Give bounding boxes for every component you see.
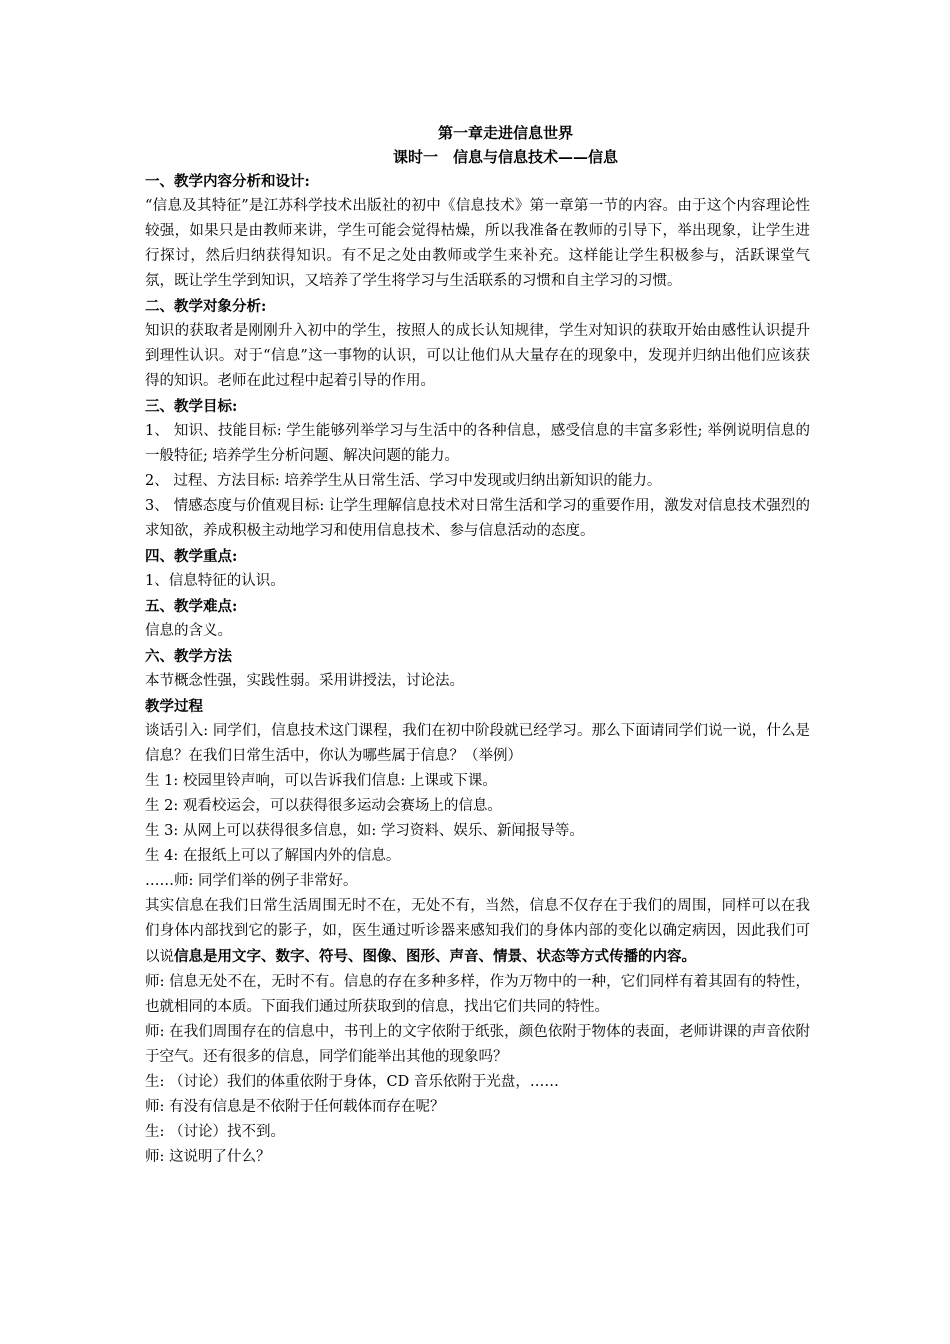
teacher-line-2: 师: 在我们周围存在的信息中，书刊上的文字依附于纸张，颜色依附于物体的表面，老师讲课的声音依附于空气。还有很多的信息，同学们能举出其他的现象吗？ (145, 1024, 810, 1065)
paragraph-definition (145, 894, 810, 970)
heading-methods: 六、教学方法 (145, 648, 232, 665)
student-answer-3: 生 3: 从网上可以获得很多信息，如: 学习资料、娱乐、新闻报导等。 (145, 823, 584, 839)
paragraph-intro: 谈话引入: 同学们，信息技术这门课程，我们在初中阶段就已经学习。那么下面请同学们说一说，什么是信息？在我们日常生活中，你认为哪些属于信息？（举例） (145, 723, 810, 764)
teacher-line-4: 师: 这说明了什么？ (145, 1149, 271, 1165)
chapter-title: 第一章走进信息世界 (437, 124, 573, 142)
paragraph-key-points: 1、信息特征的认识。 (145, 573, 285, 589)
heading-teaching-process: 教学过程 (145, 698, 203, 715)
goal-knowledge: 1、 知识、技能目标: 学生能够列举学习与生活中的各种信息，感受信息的丰富多彩性; 举例说明信息的一般特征; 培养学生分析问题、解决问题的能力。 (145, 423, 810, 464)
definition-bold-text: 信息是用文字、数字、符号、图像、图形、声音、情景、状态等方式传播的内容。 (174, 948, 696, 965)
goal-attitude: 3、 情感态度与价值观目标: 让学生理解信息技术对日常生活和学习的重要作用，激发对信息技术强烈的求知欲，养成积极主动地学习和使用信息技术、参与信息活动的态度。 (145, 498, 810, 539)
teacher-line-1: 师: 信息无处不在，无时不有。信息的存在多种多样，作为万物中的一种，它们同样有着其固有的特性，也就相同的本质。下面我们通过所获取到的信息，找出它们共同的特性。 (145, 974, 810, 1015)
heading-student-analysis: 二、教学对象分析: (145, 298, 267, 315)
paragraph-content-analysis: “信息及其特征”是江苏科学技术出版社的初中《信息技术》第一章第一节的内容。由于这个内容理论性较强，如果只是由教师来讲，学生可能会觉得枯燥，所以我准备在教师的引导下，举出现象，让学生进行探讨，然后归纳获得知识。有不足之处由教师或学生来补充。这样能让学生积极参与，活跃课堂气氛，既让学生学到知识，又培养了学生将学习与生活联系的习惯和自主学习的习惯。 (145, 198, 810, 289)
goal-process: 2、 过程、方法目标: 培养学生从日常生活、学习中发现或归纳出新知识的能力。 (145, 473, 662, 489)
student-answer-2: 生 2: 观看校运会，可以获得很多运动会赛场上的信息。 (145, 798, 502, 814)
student-line-1: 生: （讨论）我们的体重依附于身体，CD 音乐依附于光盘，…… (145, 1074, 559, 1090)
teacher-line-3: 师: 有没有信息是不依附于任何载体而存在呢？ (145, 1099, 445, 1115)
paragraph-student-analysis: 知识的获取者是刚刚升入初中的学生，按照人的成长认知规律，学生对知识的获取开始由感性认识提升到理性认识。对于“信息”这一事物的认识，可以让他们从大量存在的现象中，发现并归纳出他们应该获得的知识。老师在此过程中起着引导的作用。 (145, 323, 810, 389)
teacher-comment: ……师: 同学们举的例子非常好。 (145, 873, 358, 889)
heading-teaching-goals: 三、教学目标: (145, 398, 238, 415)
heading-key-points: 四、教学重点: (145, 548, 238, 565)
heading-difficulties: 五、教学难点: (145, 598, 238, 615)
paragraph-difficulties: 信息的含义。 (145, 623, 232, 639)
heading-content-analysis: 一、教学内容分析和设计: (145, 173, 310, 190)
definition-lead-text: 其实信息在我们日常生活周围无时不在，无处不有，当然，信息不仅存在于我们的周围，同样可以在我们身体内部找到它的影子，如，医生通过听诊器来感知我们的身体内部的变化以确定病因，因此我们可以说 (145, 898, 810, 965)
student-answer-1: 生 1: 校园里铃声响，可以告诉我们信息: 上课或下课。 (145, 773, 497, 789)
student-line-2: 生: （讨论）找不到。 (145, 1124, 285, 1140)
student-answer-4: 生 4: 在报纸上可以了解国内外的信息。 (145, 848, 401, 864)
document-body (145, 121, 810, 1170)
paragraph-methods: 本节概念性强，实践性弱。采用讲授法，讨论法。 (145, 673, 464, 689)
lesson-title: 课时一 信息与信息技术——信息 (392, 148, 618, 166)
